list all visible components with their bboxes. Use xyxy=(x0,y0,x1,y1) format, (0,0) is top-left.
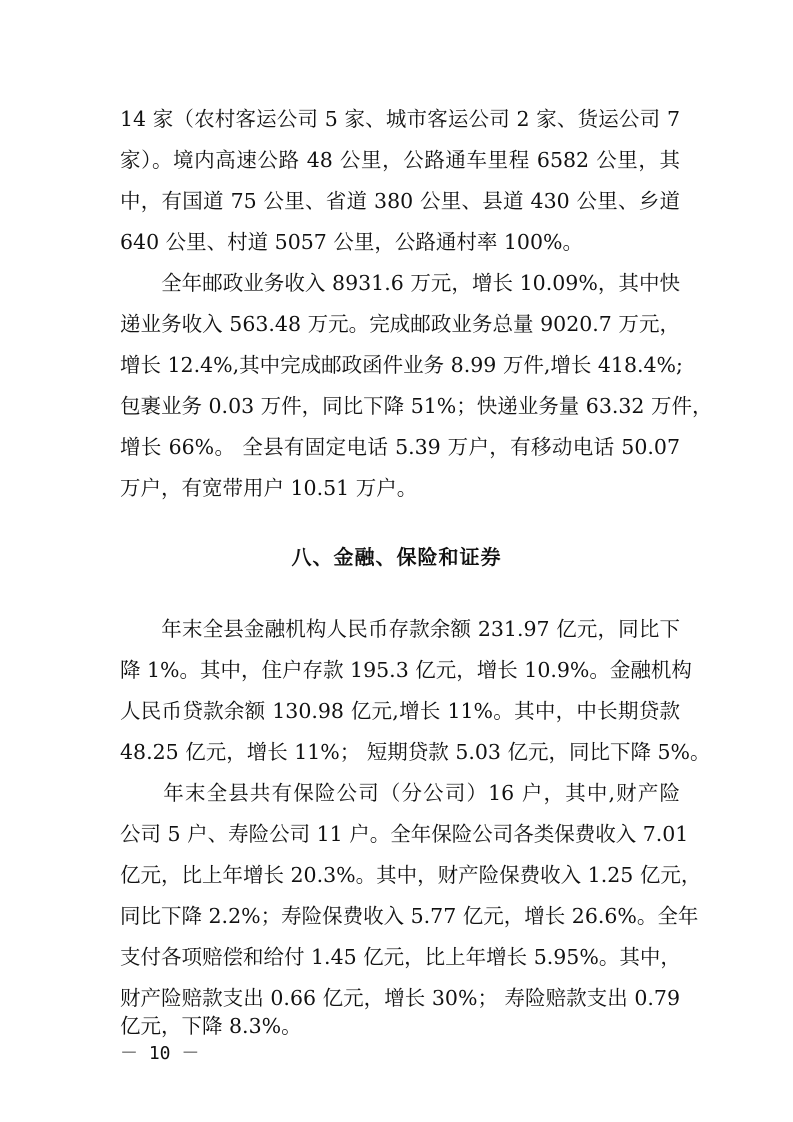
body-text-line: 增长 12.4%,其中完成邮政函件业务 8.99 万件,增长 418.4%; xyxy=(120,353,683,377)
body-text-line: 增长 66%。 全县有固定电话 5.39 万户，有移动电话 50.07 xyxy=(120,435,680,459)
body-text-line: 家）。境内高速公路 48 公里，公路通车里程 6582 公里，其 xyxy=(120,148,680,172)
body-text-line: 降 1%。其中，住户存款 195.3 亿元，增长 10.9%。金融机构 xyxy=(120,658,692,682)
body-text-line: 递业务收入 563.48 万元。完成邮政业务总量 9020.7 万元， xyxy=(120,312,680,336)
body-text-line: 中，有国道 75 公里、省道 380 公里、县道 430 公里、乡道 xyxy=(120,189,680,213)
body-text-line: 人民币贷款余额 130.98 亿元,增长 11%。其中，中长期贷款 xyxy=(120,699,680,723)
body-text-line: 万户，有宽带用户 10.51 万户。 xyxy=(120,476,418,500)
body-text-line: 48.25 亿元，增长 11%； 短期贷款 5.03 亿元，同比下降 5%。 xyxy=(120,740,711,764)
body-text-line: 14 家（农村客运公司 5 家、城市客运公司 2 家、货运公司 7 xyxy=(120,107,680,131)
body-text-line: 640 公里、村道 5057 公里，公路通村率 100%。 xyxy=(120,230,583,254)
body-text-line: 年末全县金融机构人民币存款余额 231.97 亿元，同比下 xyxy=(120,617,680,641)
body-text-line: 包裹业务 0.03 万件，同比下降 51%；快递业务量 63.32 万件， xyxy=(120,394,713,418)
body-text-line: 亿元，下降 8.3%。 xyxy=(120,1014,302,1038)
body-text-line: 同比下降 2.2%；寿险保费收入 5.77 亿元，增长 26.6%。全年 xyxy=(120,904,699,928)
body-text-line: 亿元，比上年增长 20.3%。其中，财产险保费收入 1.25 亿元， xyxy=(120,863,702,887)
section-heading: 八、金融、保险和证券 xyxy=(291,545,502,569)
body-text-line: 年末全县共有保险公司（分公司）16 户，其中,财产险 xyxy=(120,781,680,805)
body-text-line: 支付各项赔偿和给付 1.45 亿元，比上年增长 5.95%。其中， xyxy=(120,945,681,969)
body-text-line: 财产险赔款支出 0.66 亿元，增长 30%； 寿险赔款支出 0.79 xyxy=(120,986,680,1010)
body-text-line: 公司 5 户、寿险公司 11 户。全年保险公司各类保费收入 7.01 xyxy=(120,822,689,846)
page-number: － 10 － xyxy=(120,1043,200,1064)
body-text-line: 全年邮政业务收入 8931.6 万元，增长 10.09%，其中快 xyxy=(120,271,680,295)
